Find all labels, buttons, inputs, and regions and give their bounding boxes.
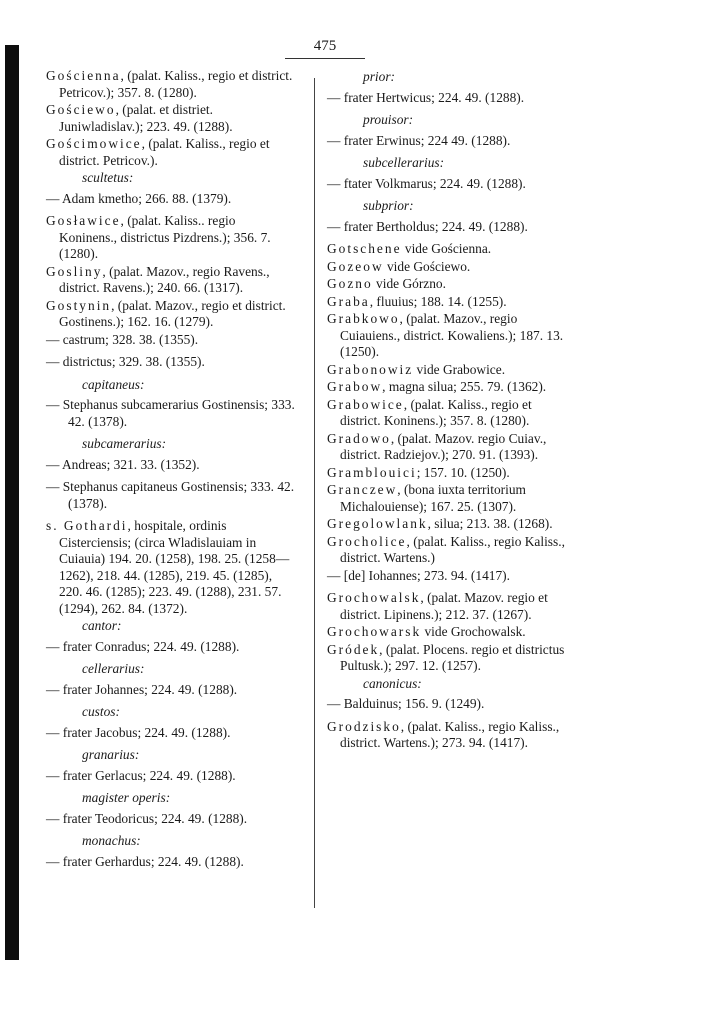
entry-headword: Granczew — [327, 482, 398, 497]
left-column — [46, 68, 296, 876]
role-heading: prior: — [363, 69, 395, 84]
entry-headword: s. Gothardi — [46, 518, 128, 533]
index-entry — [46, 518, 296, 617]
entry-details: , (palat. Kaliss.. regio Koninens., districtus Pizdrens.); 356. 7. (1280). — [59, 213, 271, 261]
index-entry — [327, 465, 571, 482]
sub-entry: — frater Hertwicus; 224. 49. (1288). — [327, 89, 525, 105]
sub-entry: — Balduinus; 156. 9. (1249). — [327, 696, 485, 711]
page-number: 475 — [313, 38, 337, 54]
entry-headword: Gradowo — [327, 430, 391, 446]
role-heading: prouisor: — [363, 112, 414, 127]
index-entry — [327, 241, 571, 258]
scan-edge-bar — [5, 45, 19, 960]
entry-details: , hospitale, ordinis Cisterciensis; (circa Wladislauiam in Cuiauia) 194. 20. (1258), 198. 25. (1258—1262), 218. 44. (1285), 219. 45. (1285), 220. 46. (1285); 223. 49. (1288), 231. 57. (1294), 262. 84. (1372). — [59, 518, 290, 616]
entry-details: , (palat. Kaliss., regio Kaliss., district. Wartens.) — [340, 533, 565, 565]
index-entry — [46, 264, 296, 297]
page-number-rule — [285, 58, 365, 59]
entry-details: , (palat. Mazov., regio Ravens., district. Ravens.); 240. 66. (1317). — [59, 263, 270, 295]
index-entry — [327, 624, 571, 641]
index-entry — [327, 379, 571, 396]
role-heading: magister operis: — [82, 790, 171, 805]
sub-entry: — districtus; 329. 38. (1355). — [46, 354, 205, 369]
sub-entry: — frater Conradus; 224. 49. (1288). — [46, 638, 240, 654]
entry-headword: Gozno — [327, 276, 373, 291]
entry-headword: Grabow — [327, 379, 383, 394]
entry-details: , (palat. Kaliss., regio et district. Petricov.). — [59, 136, 270, 168]
sub-entry: — Adam kmetho; 266. 88. (1379). — [46, 190, 232, 206]
entry-headword: Gościewo — [46, 102, 116, 117]
role-heading: subcellerarius: — [363, 155, 445, 170]
index-entry — [327, 362, 571, 379]
index-entry — [46, 68, 296, 101]
index-entry — [327, 397, 571, 430]
entry-headword: Gostynin — [46, 297, 112, 313]
entry-headword: Grochowarsk — [327, 624, 422, 639]
entry-details: , (palat. Kaliss., regio et district. Koninens.); 357. 8. (1280). — [340, 396, 532, 428]
sub-entry: — [de] Iohannes; 273. 94. (1417). — [327, 567, 510, 583]
index-entry — [327, 482, 571, 515]
entry-headword: Grochowalsk — [327, 590, 421, 605]
entry-details: , silua; 213. 38. (1268). — [427, 516, 553, 531]
sub-entry: — castrum; 328. 38. (1355). — [46, 331, 199, 347]
entry-details: , (palat. Mazov., regio Cuiauiens., district. Kowaliens.); 187. 13. (1250). — [340, 311, 564, 359]
entry-details: vide Gościewo. — [383, 258, 471, 274]
index-entry — [327, 294, 571, 311]
role-heading: cantor: — [82, 618, 122, 633]
index-entry — [46, 136, 296, 169]
role-heading: granarius: — [82, 747, 140, 762]
entry-details: , (palat. Mazov. regio et district. Lipinens.); 212. 37. (1267). — [340, 590, 548, 622]
entry-headword: Gregolowlank — [327, 516, 428, 531]
index-entry — [327, 311, 571, 361]
entry-headword: Gosławice — [46, 213, 121, 228]
sub-entry: — frater Gerhardus; 224. 49. (1288). — [46, 853, 244, 869]
role-heading: subcamerarius: — [82, 436, 167, 451]
index-entry — [46, 213, 296, 263]
entry-headword: Gozeow — [327, 258, 384, 274]
sub-entry: — frater Teodoricus; 224. 49. (1288). — [46, 810, 248, 826]
right-column — [327, 68, 571, 753]
entry-details: vide Gościenna. — [401, 241, 492, 256]
entry-details: , (palat. Mazov., regio et district. Gostinens.); 162. 16. (1279). — [59, 297, 286, 329]
entry-details: vide Grochowalsk. — [421, 624, 526, 639]
entry-headword: Grabkowo — [327, 311, 400, 326]
index-entry — [327, 431, 571, 464]
role-heading: cellerarius: — [82, 661, 145, 676]
entry-details: , (bona iuxta territorium Michalouiense); 167. 25. (1307). — [340, 482, 526, 514]
entry-headword: Gotschene — [327, 241, 402, 256]
column-divider — [314, 78, 315, 908]
entry-details: ; 157. 10. (1250). — [416, 464, 510, 480]
index-entry — [327, 276, 571, 293]
entry-headword: Grodzisko — [327, 718, 401, 734]
entry-details: , (palat. Kaliss., regio et district. Petricov.); 357. 8. (1280). — [59, 68, 293, 100]
entry-headword: Grocholice — [327, 533, 407, 549]
sub-entry: — frater Gerlacus; 224. 49. (1288). — [46, 767, 236, 783]
entry-headword: Grabowice — [327, 396, 404, 412]
entry-headword: Graba — [327, 293, 370, 309]
role-heading: scultetus: — [82, 170, 134, 185]
role-heading: monachus: — [82, 833, 141, 848]
entry-details: , (palat. Plocens. regio et districtus Pultusk.); 297. 12. (1257). — [340, 641, 565, 673]
index-entry — [327, 590, 571, 623]
entry-headword: Gródek — [327, 641, 380, 657]
entry-details: , fluuius; 188. 14. (1255). — [369, 293, 507, 309]
sub-entry: — ftater Volkmarus; 224. 49. (1288). — [327, 175, 526, 191]
index-entry — [327, 719, 571, 752]
entry-headword: Gościenna — [46, 68, 121, 83]
entry-details: vide Górzno. — [372, 276, 446, 291]
entry-details: , (palat. Mazov. regio Cuiav., district. Radziejov.); 270. 91. (1393). — [340, 430, 547, 462]
index-entry — [46, 298, 296, 331]
role-heading: capitaneus: — [82, 376, 145, 392]
entry-headword: Gościmowice — [46, 136, 142, 151]
role-heading: subprior: — [363, 198, 414, 213]
entry-headword: Grabonowiz — [327, 361, 414, 377]
entry-headword: Gramblouici — [327, 464, 417, 480]
index-entry — [327, 642, 571, 675]
index-entry — [327, 516, 571, 533]
sub-entry: — frater Bertholdus; 224. 49. (1288). — [327, 218, 528, 234]
sub-entry: — frater Erwinus; 224 49. (1288). — [327, 132, 511, 148]
role-heading: custos: — [82, 704, 120, 719]
index-entry — [327, 259, 571, 276]
sub-entry: — Stephanus subcamerarius Gostinensis; 333. 42. (1378). — [46, 397, 295, 429]
role-heading: canonicus: — [363, 675, 422, 691]
sub-entry: — Stephanus capitaneus Gostinensis; 333. 42. (1378). — [46, 479, 295, 511]
index-entry — [327, 534, 571, 567]
entry-headword: Gosliny — [46, 263, 103, 279]
entry-details: , (palat. et distriet. Juniwladislav.); 223. 49. (1288). — [59, 102, 233, 134]
index-entry — [46, 102, 296, 135]
sub-entry: — frater Johannes; 224. 49. (1288). — [46, 681, 238, 697]
entry-details: , (palat. Kaliss., regio Kaliss., district. Wartens.); 273. 94. (1417). — [340, 718, 560, 750]
entry-details: vide Grabowice. — [413, 361, 506, 377]
sub-entry: — Andreas; 321. 33. (1352). — [46, 456, 200, 472]
entry-details: , magna silua; 255. 79. (1362). — [382, 379, 547, 394]
sub-entry: — frater Jacobus; 224. 49. (1288). — [46, 724, 231, 740]
